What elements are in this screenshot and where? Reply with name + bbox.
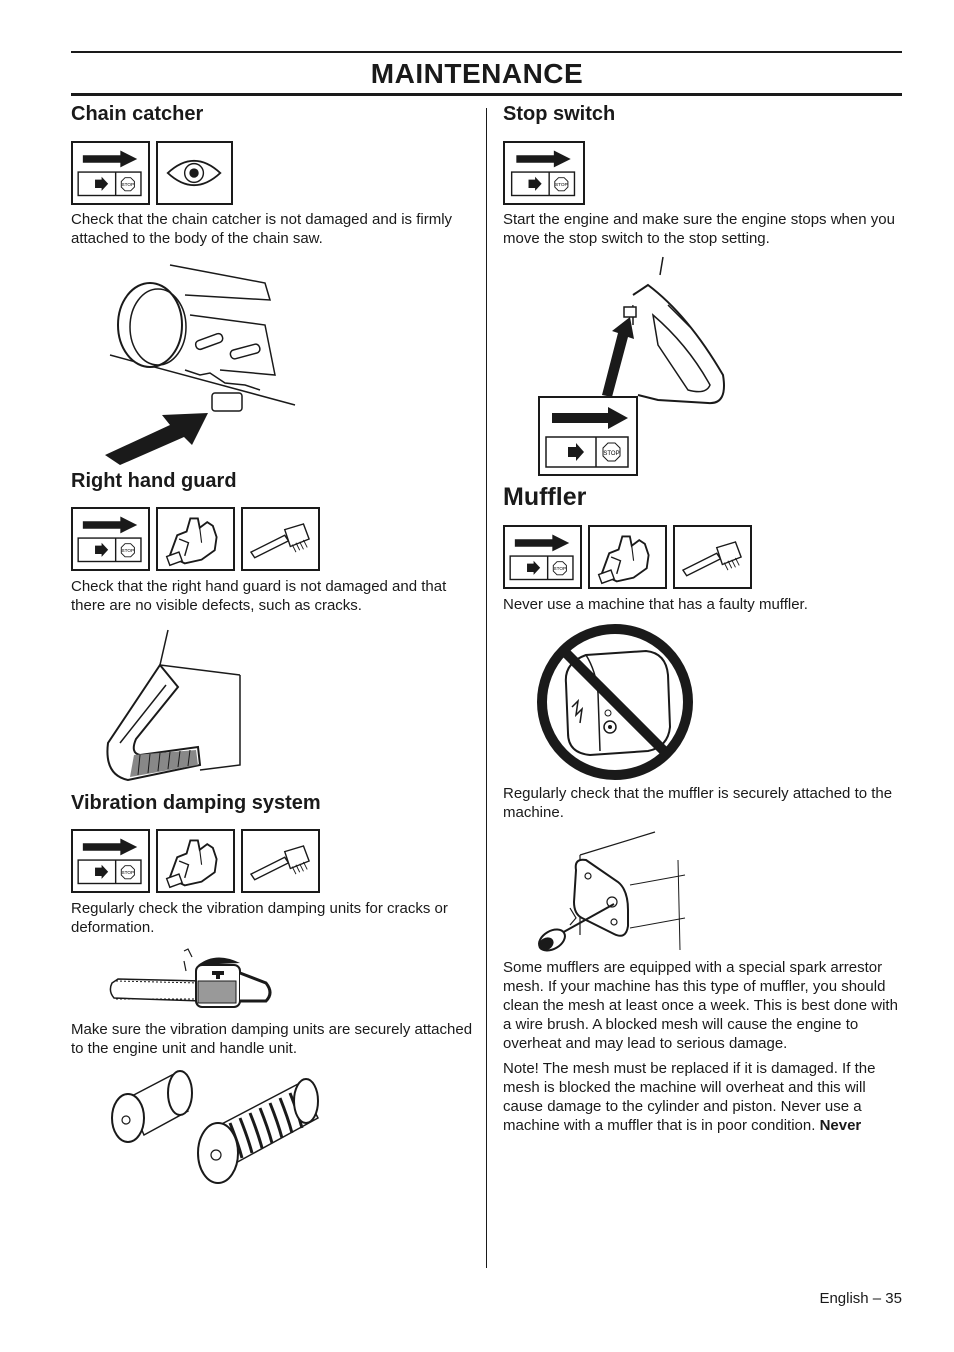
chain-catcher-heading: Chain catcher [71,103,204,125]
glove-icon [588,525,667,589]
muffler-heading: Muffler [503,483,587,511]
vibration-damping-text-1: Regularly check the vibration damping units for cracks or deformation. [71,900,448,936]
stop-switch-symbol-icon [71,829,150,893]
stop-label: STOP [121,548,135,554]
page-title: MAINTENANCE [370,58,584,89]
stop-switch-symbol-icon [71,141,150,205]
vibration-damping-icons [71,829,320,893]
vibration-damping-text-2: Make sure the vibration damping units are securely attached to the engine unit and handle unit. [71,1021,473,1057]
top-rule [71,51,902,53]
stop-switch-text: Start the engine and make sure the engine stops when you move the stop switch to the stop setting. [503,211,895,247]
right-hand-guard-illustration [100,625,245,785]
stop-switch-symbol-icon [71,507,150,571]
column-divider [486,108,487,1268]
right-hand-guard-heading: Right hand guard [71,470,237,492]
stop-label: STOP [553,566,567,572]
brush-icon [241,829,320,893]
chainsaw-illustration [104,943,276,1015]
glove-icon [156,507,235,571]
vibration-damping-heading: Vibration damping system [71,792,321,814]
eye-inspect-icon [156,141,233,205]
stop-switch-illustration [538,255,728,477]
stop-label: STOP [555,182,568,188]
stop-switch-symbol-icon [503,141,585,205]
stop-label: STOP [603,451,620,457]
muffler-text-4-bold: Never [819,1117,862,1134]
muffler-text-2: Regularly check that the muffler is securely attached to the machine. [503,785,893,821]
brush-icon [673,525,752,589]
stop-switch-heading: Stop switch [503,103,616,125]
muffler-text-4 [503,1059,903,1135]
stop-label: STOP [121,870,135,876]
muffler-text-4-body: Note! The mesh must be replaced if it is damaged. If the mesh is blocked the machine will overheat and this will cause damage to the cylinder and piston. Never use a machine with a muffler that is in poor condition. [503,1060,876,1134]
right-hand-guard-icons [71,507,320,571]
chain-catcher-illustration [100,255,300,465]
stop-switch-icons [503,141,585,205]
page-number: English – 35 [819,1290,902,1307]
damping-units-illustration [100,1063,325,1188]
muffler-attachment-illustration [530,830,690,955]
stop-label: STOP [121,182,135,188]
right-hand-guard-text: Check that the right hand guard is not damaged and that there are no visible defects, such as cracks. [71,578,447,614]
brush-icon [241,507,320,571]
faulty-muffler-prohibited-illustration [536,623,694,781]
title-underline [71,93,902,96]
muffler-icons [503,525,752,589]
glove-icon [156,829,235,893]
muffler-text-1: Never use a machine that has a faulty muffler. [503,596,808,613]
muffler-text-3: Some mufflers are equipped with a special spark arrestor mesh. If your machine has this type of muffler, you should clean the mesh at least once a week. This is best done with a wire brush. A blocked mesh will cause the engine to overheat and may lead to serious damage. [503,959,898,1052]
stop-switch-symbol-icon [503,525,582,589]
chain-catcher-text: Check that the chain catcher is not damaged and is firmly attached to the body of the chain saw. [71,211,453,247]
chain-catcher-icons [71,141,233,205]
